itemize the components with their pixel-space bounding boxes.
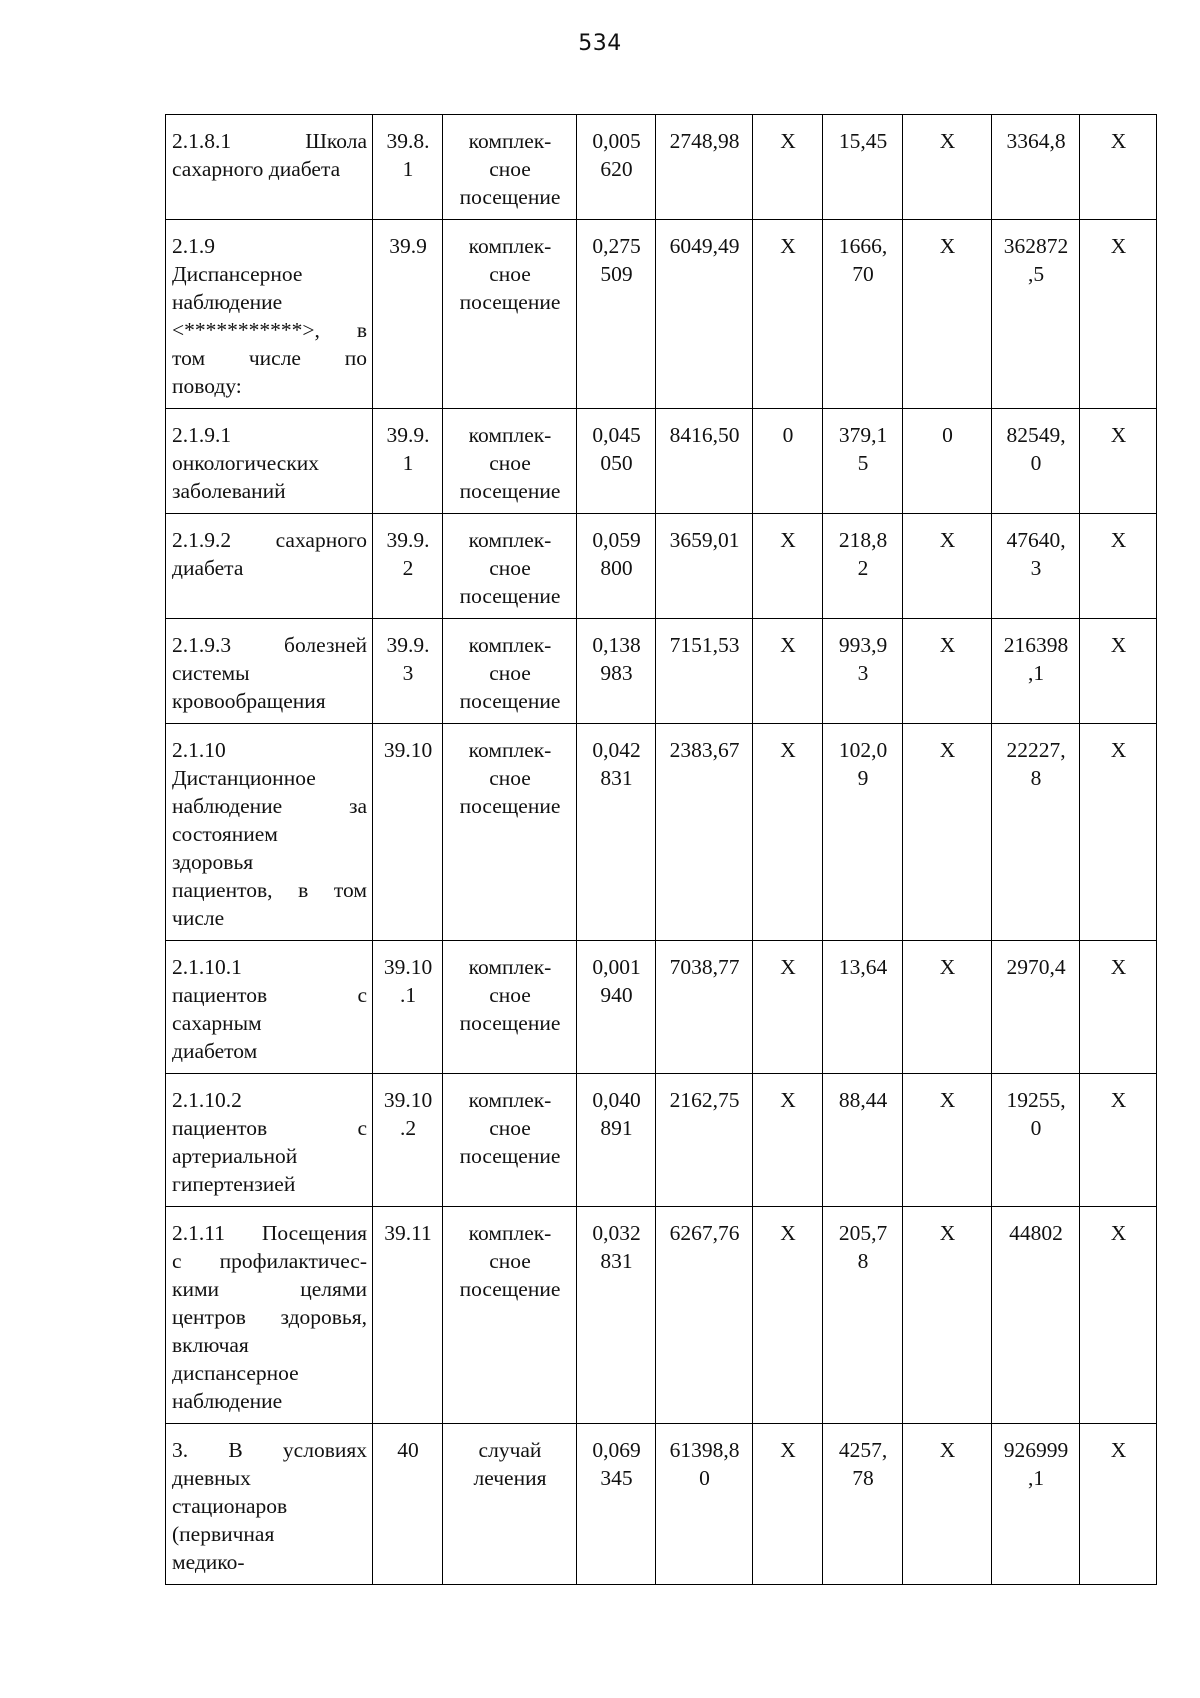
cell-line: (первичная: [172, 1522, 275, 1546]
cell-line: 831: [600, 766, 633, 790]
cell-col8: [903, 1074, 992, 1207]
cell-col7: [823, 514, 903, 619]
cell-line: X: [1110, 955, 1127, 979]
cell-line: X: [780, 1438, 796, 1462]
cell-line: 620: [600, 157, 633, 181]
cell-line: 3: [1030, 556, 1042, 580]
cell-unit: [443, 115, 577, 220]
cell-col9: [992, 724, 1080, 941]
cell-line: X: [780, 129, 796, 153]
cell-cost: [656, 1424, 753, 1585]
cell-cost: [656, 941, 753, 1074]
cell-line: 0: [1030, 451, 1042, 475]
cell-line: X: [939, 738, 956, 762]
cell-line: .1: [399, 983, 417, 1007]
cell-line: 39.9.: [386, 423, 430, 447]
cell-line: сное: [489, 661, 531, 685]
cell-col10: [1080, 941, 1157, 1074]
cell-norm: [577, 220, 656, 409]
cell-norm: [577, 514, 656, 619]
cell-col6: [753, 409, 823, 514]
cell-line: комплек-: [468, 234, 552, 258]
cell-unit: [443, 1207, 577, 1424]
cell-unit: [443, 514, 577, 619]
cell-line: X: [1110, 528, 1127, 552]
cell-col6: [753, 619, 823, 724]
cell-line: 39.9.: [386, 633, 430, 657]
cell-line: 362872: [1003, 234, 1069, 258]
cell-line: 2.1.8.1 Школа: [172, 129, 367, 153]
cell-line: 0,275: [592, 234, 641, 258]
cell-col6: [753, 1207, 823, 1424]
cell-line: состоянием: [172, 822, 278, 846]
cell-col6: [753, 1424, 823, 1585]
cell-line: X: [1110, 129, 1127, 153]
cell-line: 0,040: [592, 1088, 641, 1112]
cell-line: комплек-: [468, 955, 552, 979]
cell-line: посещение: [459, 185, 561, 209]
cell-line: 70: [852, 262, 874, 286]
cell-line: 0,005: [592, 129, 641, 153]
cell-line: 1: [402, 157, 414, 181]
cell-col10: [1080, 115, 1157, 220]
cell-col9: [992, 1424, 1080, 1585]
cell-unit: [443, 409, 577, 514]
cell-line: с профилактичес-: [172, 1249, 367, 1273]
cell-col8: [903, 1424, 992, 1585]
cell-col8: [903, 220, 992, 409]
cell-col9: [992, 220, 1080, 409]
cell-col7: [823, 1207, 903, 1424]
cell-line: 7151,53: [669, 633, 740, 657]
cell-line: 6049,49: [669, 234, 740, 258]
cell-name: [166, 115, 373, 220]
cell-col10: [1080, 1424, 1157, 1585]
page-number: 534: [578, 31, 622, 56]
cell-line: 1: [402, 451, 414, 475]
cell-line: кровообращения: [172, 689, 326, 713]
cell-line: посещение: [459, 479, 561, 503]
cell-line: X: [780, 738, 796, 762]
cell-line: ,5: [1027, 262, 1045, 286]
cell-line: X: [939, 955, 956, 979]
cell-cost: [656, 619, 753, 724]
cell-line: <***********>, в: [172, 318, 367, 342]
cell-col8: [903, 115, 992, 220]
cell-col10: [1080, 514, 1157, 619]
cell-line: 0: [1030, 1116, 1042, 1140]
cell-line: X: [1110, 234, 1127, 258]
cell-col7: [823, 115, 903, 220]
cell-line: пациентов с: [172, 1116, 367, 1140]
cell-line: 2: [402, 556, 414, 580]
cell-line: гипертензией: [172, 1172, 296, 1196]
cell-col6: [753, 941, 823, 1074]
cell-line: X: [939, 1438, 956, 1462]
cell-col7: [823, 409, 903, 514]
cell-line: 8416,50: [669, 423, 740, 447]
cell-line: сное: [489, 1116, 531, 1140]
cell-norm: [577, 115, 656, 220]
cell-unit: [443, 619, 577, 724]
cell-line: здоровья: [172, 850, 254, 874]
cell-col9: [992, 941, 1080, 1074]
cell-line: 1666,: [838, 234, 888, 258]
cell-col7: [823, 220, 903, 409]
cell-line: артериальной: [172, 1144, 298, 1168]
cell-col9: [992, 619, 1080, 724]
cell-line: 13,64: [838, 955, 888, 979]
cell-col8: [903, 409, 992, 514]
table-row: [166, 1207, 1157, 1424]
cell-line: X: [939, 1088, 956, 1112]
cell-line: 39.11: [384, 1221, 432, 1245]
cell-line: X: [780, 1221, 796, 1245]
cell-line: 0,069: [592, 1438, 641, 1462]
cell-cost: [656, 1207, 753, 1424]
cell-line: 39.9.: [386, 528, 430, 552]
cell-line: посещение: [459, 1277, 561, 1301]
cell-line: наблюдение за: [172, 794, 367, 818]
cell-line: лечения: [473, 1466, 547, 1490]
cell-line: 2: [857, 556, 869, 580]
cell-line: сахарным: [172, 1011, 262, 1035]
cell-line: 940: [600, 983, 633, 1007]
cell-col6: [753, 514, 823, 619]
cell-col10: [1080, 619, 1157, 724]
cell-line: X: [780, 633, 796, 657]
cell-col6: [753, 115, 823, 220]
table-body: [166, 115, 1157, 1585]
cell-norm: [577, 619, 656, 724]
cell-col9: [992, 1074, 1080, 1207]
cell-line: сное: [489, 1249, 531, 1273]
cell-line: комплек-: [468, 738, 552, 762]
cell-line: 5: [857, 451, 869, 475]
cell-col6: [753, 1074, 823, 1207]
table-row: [166, 1074, 1157, 1207]
cell-name: [166, 1207, 373, 1424]
cell-line: посещение: [459, 794, 561, 818]
cell-name: [166, 1424, 373, 1585]
cell-cost: [656, 115, 753, 220]
cell-line: числе: [172, 906, 225, 930]
cell-line: 3364,8: [1006, 129, 1066, 153]
cell-line: комплек-: [468, 1221, 552, 1245]
cell-line: 88,44: [838, 1088, 888, 1112]
cell-line: 39.10: [383, 955, 433, 979]
cell-line: 2.1.10: [172, 738, 226, 762]
cell-code: [373, 724, 443, 941]
cell-code: [373, 115, 443, 220]
cell-line: 0: [699, 1466, 710, 1490]
cell-col8: [903, 724, 992, 941]
cell-line: случай: [478, 1438, 542, 1462]
cell-line: 0,059: [592, 528, 641, 552]
cell-line: медико-: [172, 1550, 245, 1574]
cell-line: 39.10: [383, 738, 433, 762]
cell-line: 40: [397, 1438, 419, 1462]
cell-name: [166, 1074, 373, 1207]
cell-cost: [656, 724, 753, 941]
cell-cost: [656, 409, 753, 514]
cell-line: 216398: [1003, 633, 1069, 657]
cell-col10: [1080, 724, 1157, 941]
cell-line: комплек-: [468, 633, 552, 657]
table-row: [166, 619, 1157, 724]
cell-col10: [1080, 220, 1157, 409]
cell-line: X: [1110, 1088, 1127, 1112]
cell-line: 61398,8: [669, 1438, 740, 1462]
cell-line: 44802: [1009, 1221, 1063, 1245]
cell-line: сное: [489, 766, 531, 790]
cell-line: 102,0: [838, 738, 888, 762]
cell-line: 3: [857, 661, 869, 685]
cell-line: 2.1.10.2: [172, 1088, 242, 1112]
cell-code: [373, 220, 443, 409]
cell-line: .2: [399, 1116, 417, 1140]
cell-line: онкологических: [172, 451, 320, 475]
cell-line: 2.1.9.3 болезней: [172, 633, 367, 657]
cell-name: [166, 220, 373, 409]
cell-line: посещение: [459, 1144, 561, 1168]
cell-line: X: [1110, 1221, 1127, 1245]
cell-line: пациентов с: [172, 983, 367, 1007]
cell-line: сное: [489, 262, 531, 286]
cell-name: [166, 514, 373, 619]
cell-code: [373, 619, 443, 724]
cell-line: 7038,77: [669, 955, 740, 979]
cell-line: 379,1: [838, 423, 888, 447]
cell-line: 78: [852, 1466, 874, 1490]
cell-line: поводу:: [172, 374, 242, 398]
cell-line: X: [780, 955, 796, 979]
cell-name: [166, 941, 373, 1074]
cell-line: X: [1110, 738, 1127, 762]
cell-line: диабета: [172, 556, 244, 580]
cell-code: [373, 941, 443, 1074]
cell-line: 9: [857, 766, 869, 790]
cell-col9: [992, 514, 1080, 619]
tariff-table: [165, 114, 1157, 1585]
cell-line: 0,042: [592, 738, 641, 762]
cell-line: 983: [600, 661, 633, 685]
cell-line: 8: [1030, 766, 1042, 790]
cell-norm: [577, 941, 656, 1074]
cell-line: 8: [857, 1249, 869, 1273]
cell-line: X: [939, 234, 956, 258]
cell-line: 218,8: [838, 528, 888, 552]
cell-col10: [1080, 1074, 1157, 1207]
cell-line: X: [939, 633, 956, 657]
cell-line: сное: [489, 983, 531, 1007]
cell-line: X: [780, 1088, 796, 1112]
table-row: [166, 1424, 1157, 1585]
cell-col9: [992, 409, 1080, 514]
cell-col8: [903, 1207, 992, 1424]
cell-unit: [443, 724, 577, 941]
cell-line: X: [780, 528, 796, 552]
cell-line: X: [939, 528, 956, 552]
cell-line: комплек-: [468, 423, 552, 447]
cell-col6: [753, 724, 823, 941]
cell-code: [373, 1074, 443, 1207]
cell-line: 47640,: [1006, 528, 1066, 552]
cell-norm: [577, 409, 656, 514]
cell-line: 15,45: [838, 129, 888, 153]
cell-line: X: [1110, 633, 1127, 657]
cell-line: пациентов, в том: [172, 878, 367, 902]
cell-cost: [656, 220, 753, 409]
cell-line: X: [1110, 423, 1127, 447]
cell-line: ,1: [1027, 661, 1045, 685]
cell-col7: [823, 1424, 903, 1585]
cell-line: том числе по: [172, 346, 367, 370]
cell-line: 82549,: [1006, 423, 1066, 447]
cell-line: 0,045: [592, 423, 641, 447]
table-row: [166, 514, 1157, 619]
cell-line: 0: [942, 423, 953, 447]
cell-norm: [577, 1207, 656, 1424]
cell-line: X: [939, 1221, 956, 1245]
cell-line: комплек-: [468, 1088, 552, 1112]
cell-line: диабетом: [172, 1039, 258, 1063]
cell-line: 2383,67: [669, 738, 740, 762]
cell-line: 2.1.11 Посещения: [172, 1221, 367, 1245]
cell-line: X: [780, 234, 796, 258]
cell-line: Диспансерное: [172, 262, 303, 286]
cell-col7: [823, 941, 903, 1074]
cell-line: диспансерное: [172, 1361, 299, 1385]
cell-line: 2.1.9.1: [172, 423, 232, 447]
cell-line: 0: [782, 423, 794, 447]
cell-unit: [443, 1424, 577, 1585]
cell-col7: [823, 619, 903, 724]
table-row: [166, 220, 1157, 409]
cell-line: посещение: [459, 1011, 561, 1035]
cell-line: дневных: [172, 1466, 251, 1490]
cell-line: 0,001: [592, 955, 641, 979]
cell-norm: [577, 1424, 656, 1585]
table-row: [166, 941, 1157, 1074]
table-row: [166, 115, 1157, 220]
cell-line: 509: [600, 262, 633, 286]
cell-line: посещение: [459, 584, 561, 608]
cell-col10: [1080, 1207, 1157, 1424]
table-row: [166, 724, 1157, 941]
cell-line: центров здоровья,: [172, 1305, 367, 1329]
cell-line: 050: [600, 451, 633, 475]
cell-cost: [656, 1074, 753, 1207]
cell-line: 6267,76: [669, 1221, 740, 1245]
cell-norm: [577, 1074, 656, 1207]
cell-line: сахарного диабета: [172, 157, 341, 181]
cell-name: [166, 724, 373, 941]
cell-line: посещение: [459, 689, 561, 713]
cell-code: [373, 1424, 443, 1585]
cell-col7: [823, 724, 903, 941]
cell-name: [166, 409, 373, 514]
cell-line: 2162,75: [669, 1088, 740, 1112]
cell-line: 39.8.: [386, 129, 430, 153]
cell-line: 39.10: [383, 1088, 433, 1112]
cell-line: 0,032: [592, 1221, 641, 1245]
cell-col8: [903, 941, 992, 1074]
cell-line: 3659,01: [669, 528, 740, 552]
cell-cost: [656, 514, 753, 619]
cell-col10: [1080, 409, 1157, 514]
cell-line: 345: [600, 1466, 633, 1490]
cell-unit: [443, 220, 577, 409]
cell-line: 2748,98: [669, 129, 740, 153]
cell-line: 0,138: [592, 633, 641, 657]
cell-code: [373, 409, 443, 514]
cell-code: [373, 1207, 443, 1424]
cell-line: 926999: [1003, 1438, 1069, 1462]
cell-line: 205,7: [838, 1221, 888, 1245]
cell-line: 891: [600, 1116, 633, 1140]
cell-line: заболеваний: [172, 479, 286, 503]
cell-line: 22227,: [1006, 738, 1066, 762]
cell-col6: [753, 220, 823, 409]
cell-line: посещение: [459, 290, 561, 314]
cell-line: 831: [600, 1249, 633, 1273]
cell-line: 19255,: [1006, 1088, 1066, 1112]
cell-line: кими целями: [172, 1277, 367, 1301]
cell-line: наблюдение: [172, 1389, 283, 1413]
cell-col9: [992, 115, 1080, 220]
table-row: [166, 409, 1157, 514]
cell-line: 4257,: [838, 1438, 888, 1462]
cell-col9: [992, 1207, 1080, 1424]
cell-line: комплек-: [468, 528, 552, 552]
cell-line: X: [1110, 1438, 1127, 1462]
cell-line: сное: [489, 451, 531, 475]
cell-line: X: [939, 129, 956, 153]
cell-col7: [823, 1074, 903, 1207]
cell-line: 2.1.9.2 сахарного: [172, 528, 367, 552]
cell-line: включая: [172, 1333, 249, 1357]
cell-line: Дистанционное: [172, 766, 316, 790]
cell-line: ,1: [1027, 1466, 1045, 1490]
cell-norm: [577, 724, 656, 941]
cell-line: сное: [489, 157, 531, 181]
cell-col8: [903, 514, 992, 619]
cell-line: 993,9: [838, 633, 888, 657]
cell-line: 2.1.10.1: [172, 955, 242, 979]
cell-code: [373, 514, 443, 619]
cell-line: 800: [600, 556, 633, 580]
cell-line: комплек-: [468, 129, 552, 153]
cell-line: 3. В условиях: [172, 1438, 367, 1462]
cell-line: 2970,4: [1006, 955, 1066, 979]
cell-line: системы: [172, 661, 250, 685]
cell-line: наблюдение: [172, 290, 283, 314]
cell-unit: [443, 1074, 577, 1207]
cell-line: 39.9: [389, 234, 427, 258]
cell-line: стационаров: [172, 1494, 288, 1518]
cell-col8: [903, 619, 992, 724]
cell-line: сное: [489, 556, 531, 580]
cell-unit: [443, 941, 577, 1074]
cell-line: 2.1.9: [172, 234, 215, 258]
cell-line: 3: [402, 661, 414, 685]
cell-name: [166, 619, 373, 724]
